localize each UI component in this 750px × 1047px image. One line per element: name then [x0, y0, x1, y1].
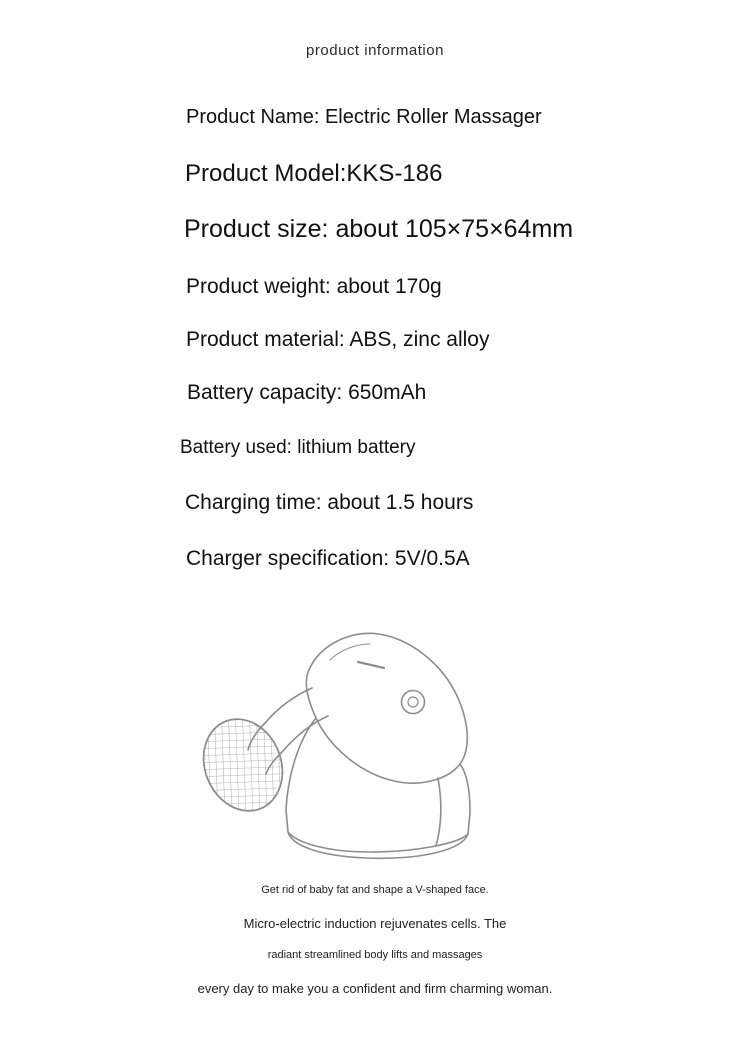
caption-line-2: Micro-electric induction rejuvenates cells. The — [243, 915, 507, 931]
spec-battery-capacity: Battery capacity: 650mAh — [187, 381, 427, 404]
spec-product-material: Product material: ABS, zinc alloy — [186, 328, 490, 351]
caption-block — [0, 885, 750, 995]
spec-charging-time: Charging time: about 1.5 hours — [185, 491, 474, 514]
spec-product-weight: Product weight: about 170g — [186, 275, 442, 298]
page-title: product information — [306, 42, 444, 59]
spec-product-name: Product Name: Electric Roller Massager — [186, 106, 542, 128]
caption-line-1: Get rid of baby fat and shape a V-shaped face. — [261, 884, 489, 896]
spec-product-size: Product size: about 105×75×64mm — [184, 215, 574, 243]
caption-line-3: radiant streamlined body lifts and massages — [267, 949, 483, 962]
spec-product-model: Product Model:KKS-186 — [185, 160, 443, 187]
caption-line-4: every day to make you a confident and firm charming woman. — [197, 980, 553, 996]
spec-battery-used: Battery used: lithium battery — [180, 437, 416, 458]
spec-charger-specification: Charger specification: 5V/0.5A — [186, 547, 470, 570]
massager-illustration-icon — [170, 600, 570, 880]
